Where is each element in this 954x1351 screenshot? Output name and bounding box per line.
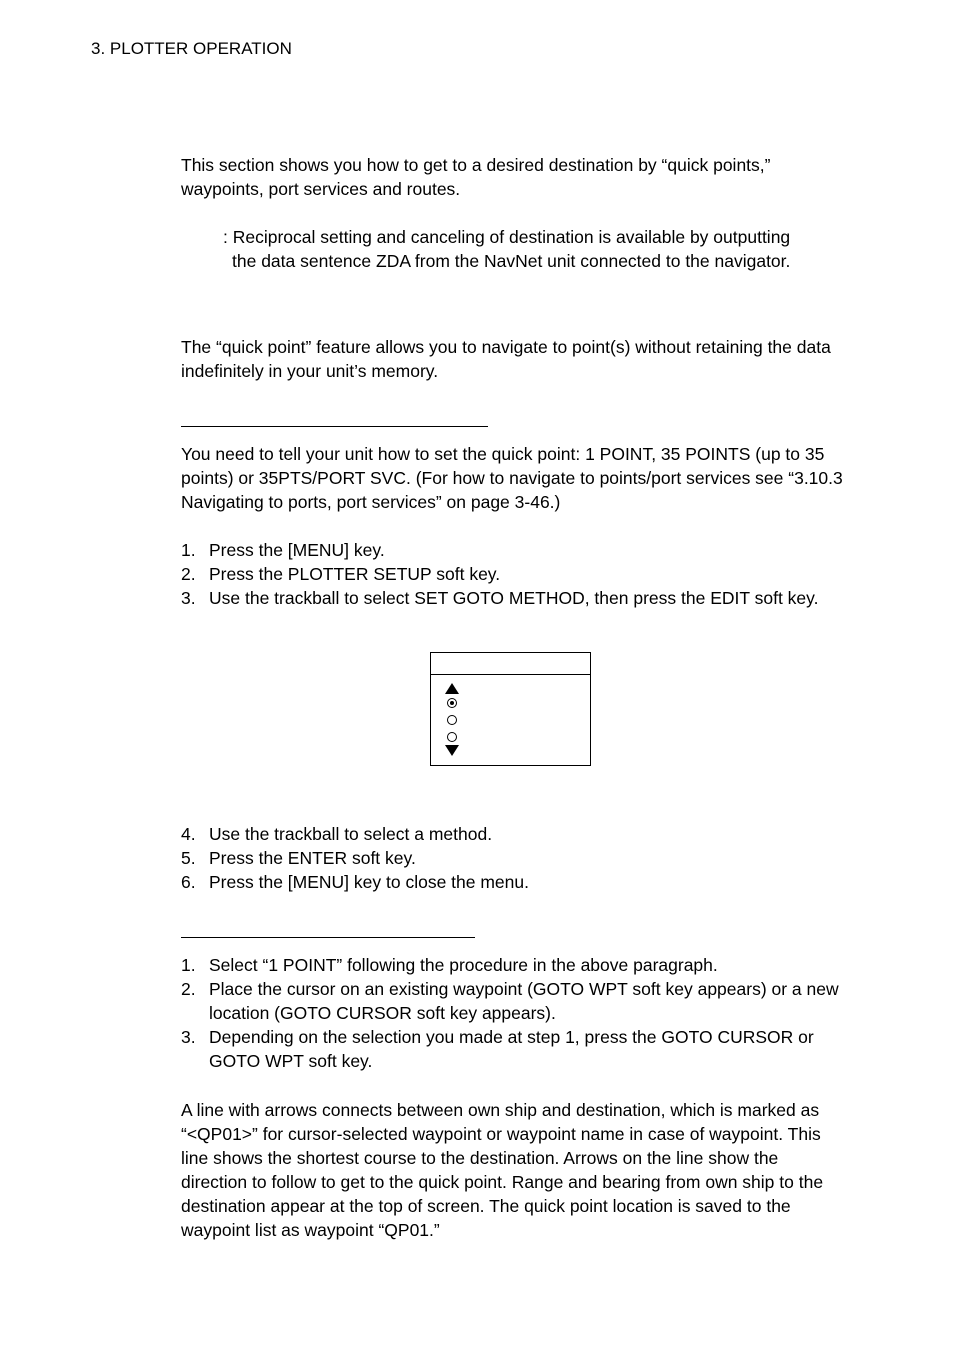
radio-unselected-icon[interactable] (447, 715, 457, 725)
set-method-steps-continued (181, 822, 851, 894)
step-text: Use the trackball to select SET GOTO METHOD, then press the EDIT soft key. (209, 588, 819, 608)
scroll-up-icon[interactable] (445, 683, 459, 694)
list-item (181, 538, 851, 562)
list-item (181, 977, 851, 1025)
radio-unselected-icon[interactable] (447, 732, 457, 742)
list-item (181, 953, 851, 977)
list-item (181, 846, 851, 870)
set-method-paragraph: You need to tell your unit how to set the quick point: 1 POINT, 35 POINTS (up to 35 points) or 35PTS/PORT SVC. (For how to navigate to points/port services see “3.10.3 Navigating to ports, port services” on page 3-46.) (181, 444, 843, 512)
one-point-steps (181, 953, 851, 1073)
list-item (181, 822, 851, 846)
quick-point-paragraph: The “quick point” feature allows you to navigate to point(s) without retaining the data indefinitely in your unit’s memory. (181, 337, 831, 381)
goto-method-window (430, 652, 591, 766)
method-option[interactable] (445, 729, 585, 745)
step-number: 5. (181, 848, 196, 868)
step-number: 3. (181, 588, 196, 608)
radio-selected-icon[interactable] (447, 698, 457, 708)
note-line-2: the data sentence ZDA from the NavNet unit connected to the navigator. (232, 251, 791, 271)
list-item (181, 1025, 851, 1073)
step-text: Press the PLOTTER SETUP soft key. (209, 564, 501, 584)
list-item (181, 562, 851, 586)
step-text: Select “1 POINT” following the procedure in the above paragraph. (209, 955, 718, 975)
step-text: Press the [MENU] key to close the menu. (209, 872, 529, 892)
note-block (223, 225, 843, 273)
step-number: 6. (181, 872, 196, 892)
method-option[interactable] (445, 695, 585, 711)
subsection-heading-rule (181, 937, 475, 938)
step-text: Depending on the selection you made at step 1, press the GOTO CURSOR or GOTO WPT soft key. (209, 1027, 814, 1071)
step-text: Place the cursor on an existing waypoint (GOTO WPT soft key appears) or a new location (GOTO CURSOR soft key appears). (209, 979, 839, 1023)
method-option[interactable] (445, 712, 585, 728)
list-item (181, 586, 851, 610)
step-text: Use the trackball to select a method. (209, 824, 493, 844)
scroll-down-icon[interactable] (445, 745, 459, 756)
step-text: Press the ENTER soft key. (209, 848, 416, 868)
step-number: 1. (181, 955, 196, 975)
note-line-1: : Reciprocal setting and canceling of destination is available by outputting (223, 227, 791, 247)
list-item (181, 870, 851, 894)
closing-paragraph: A line with arrows connects between own ship and destination, which is marked as “<QP01>” for cursor-selected waypoint or waypoint name in case of waypoint. This line shows the shortest course to the destination. Arrows on the line show the direction to follow to get to the quick point. Range and bearing from own ship to the destination appear at the top of screen. The quick point location is saved to the waypoint list as waypoint “QP01.” (181, 1100, 824, 1240)
set-method-steps (181, 538, 851, 610)
goto-method-window-title (431, 653, 590, 675)
subsection-heading-rule (181, 426, 488, 427)
step-text: Press the [MENU] key. (209, 540, 385, 560)
chapter-header: 3. PLOTTER OPERATION (91, 39, 292, 58)
step-number: 2. (181, 564, 196, 584)
step-number: 2. (181, 979, 196, 999)
intro-paragraph: This section shows you how to get to a desired destination by “quick points,” waypoints, port services and routes. (181, 155, 771, 199)
step-number: 3. (181, 1027, 196, 1047)
step-number: 1. (181, 540, 196, 560)
step-number: 4. (181, 824, 196, 844)
